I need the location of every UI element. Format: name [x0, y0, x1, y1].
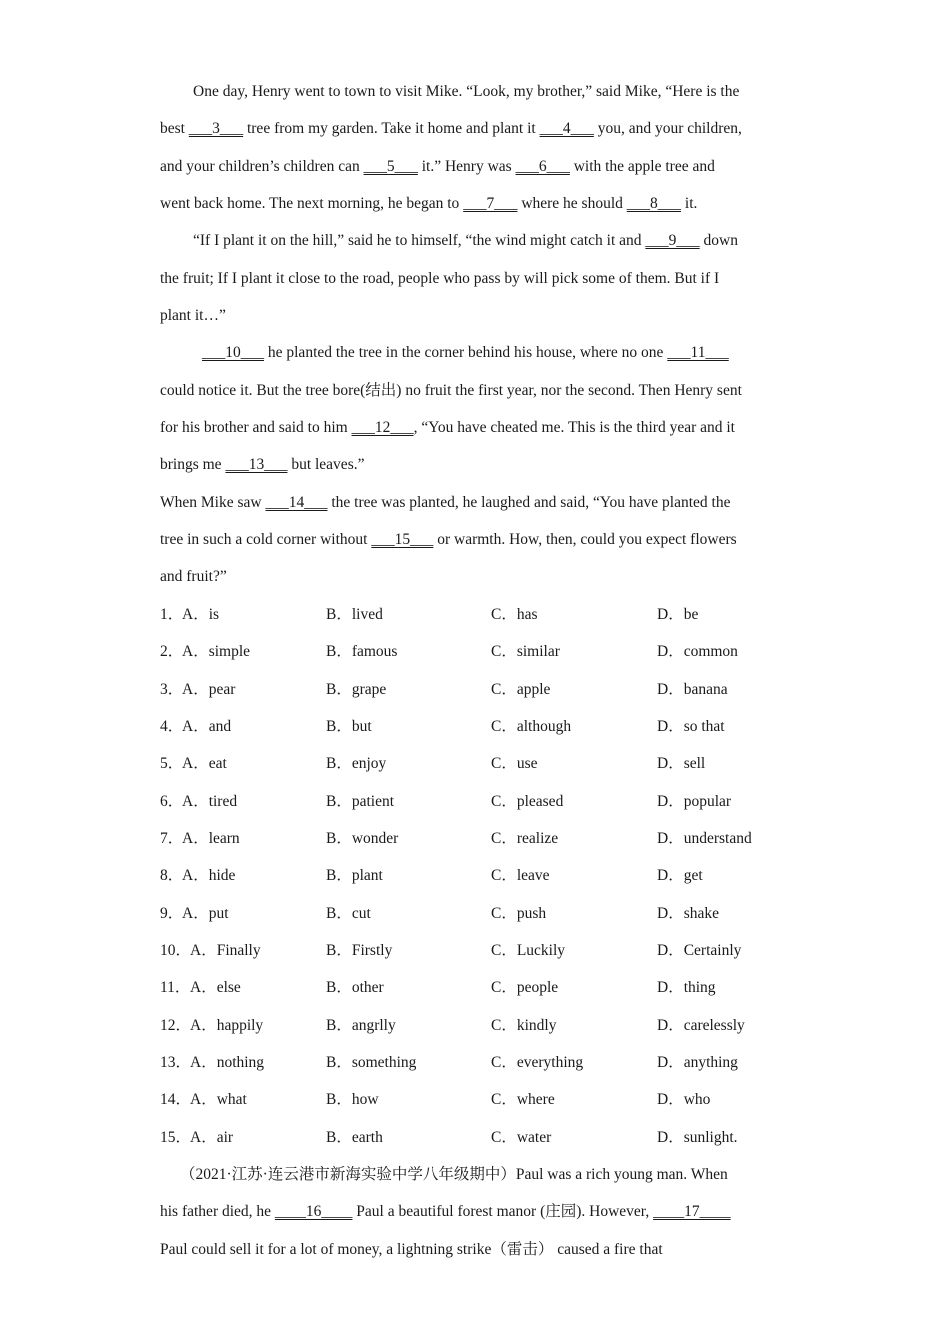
question-row — [160, 680, 800, 700]
blank-9: ___9___ — [645, 232, 700, 249]
question-row — [160, 605, 800, 625]
option-b[interactable]: B．wonder — [326, 830, 399, 847]
text: tree in such a cold corner without — [160, 531, 372, 548]
text: he planted the tree in the corner behind his house, where no one — [264, 344, 668, 361]
option-a[interactable]: A．happily — [190, 1017, 264, 1034]
text: went back home. The next morning, he began to — [160, 195, 464, 212]
question-number: 7． — [160, 830, 184, 847]
text: for his brother and said to him — [160, 419, 352, 436]
option-b[interactable]: B．something — [326, 1054, 417, 1071]
option-b[interactable]: B．angrlly — [326, 1017, 396, 1034]
text: “If I plant it on the hill,” said he to himself, “the wind might catch it and — [193, 232, 646, 249]
question-row — [160, 1053, 800, 1073]
option-a[interactable]: A．Finally — [190, 942, 261, 959]
question-row — [160, 717, 800, 737]
option-c[interactable]: C．realize — [491, 830, 559, 847]
text: plant it…” — [160, 307, 226, 324]
option-a[interactable]: A．is — [182, 606, 220, 623]
option-c[interactable]: C．leave — [491, 867, 550, 884]
text: with the apple tree and — [569, 158, 715, 175]
option-c[interactable]: C．although — [491, 718, 572, 735]
question-row — [160, 1016, 800, 1036]
option-c[interactable]: C．pleased — [491, 793, 564, 810]
question-number: 15． — [160, 1129, 192, 1146]
option-d[interactable]: D．banana — [657, 681, 728, 698]
blank-8: ___8___ — [626, 195, 682, 212]
question-row — [160, 866, 800, 886]
option-c[interactable]: C．has — [491, 606, 538, 623]
blank-16: ____16____ — [274, 1203, 353, 1220]
text: best — [160, 120, 189, 137]
question-row — [160, 904, 800, 924]
option-d[interactable]: D．anything — [657, 1054, 738, 1071]
option-d[interactable]: D．understand — [657, 830, 752, 847]
p1-line-1 — [193, 82, 739, 102]
option-b[interactable]: B．lived — [326, 606, 383, 623]
option-c[interactable]: C．water — [491, 1129, 552, 1146]
text: you, and your children, — [593, 120, 742, 137]
option-a[interactable]: A．simple — [182, 643, 251, 660]
option-d[interactable]: D．common — [657, 643, 738, 660]
option-b[interactable]: B．but — [326, 718, 372, 735]
blank-6: ___6___ — [515, 158, 570, 175]
blank-11: ___11___ — [667, 344, 729, 361]
question-number: 2． — [160, 643, 184, 660]
p4-line-2 — [160, 530, 737, 550]
p2-line-2 — [160, 269, 719, 289]
text: When Mike saw — [160, 494, 266, 511]
question-number: 9． — [160, 905, 184, 922]
question-number: 4． — [160, 718, 184, 735]
option-d[interactable]: D．get — [657, 867, 703, 884]
option-a[interactable]: A．pear — [182, 681, 236, 698]
question-number: 8． — [160, 867, 184, 884]
question-row — [160, 642, 800, 662]
p2-line-1 — [193, 231, 738, 251]
option-c[interactable]: C．apple — [491, 681, 551, 698]
p4-line-3 — [160, 567, 227, 587]
p4-line-1 — [160, 493, 731, 513]
option-a[interactable]: A．and — [182, 718, 232, 735]
text: One day, Henry went to town to visit Mike. “Look, my brother,” said Mike, “Here is the — [193, 83, 740, 100]
option-d[interactable]: D．sell — [657, 755, 706, 772]
blank-7: ___7___ — [463, 195, 518, 212]
option-a[interactable]: A．air — [190, 1129, 234, 1146]
option-c[interactable]: C．where — [491, 1091, 555, 1108]
p1-line-2 — [160, 119, 742, 139]
option-a[interactable]: A．tired — [182, 793, 238, 810]
question-row — [160, 754, 800, 774]
question-number: 14． — [160, 1091, 192, 1108]
option-b[interactable]: B．famous — [326, 643, 398, 660]
text: where he should — [517, 195, 627, 212]
question-number: 11． — [160, 979, 191, 996]
question-number: 5． — [160, 755, 184, 772]
blank-17: ____17____ — [653, 1203, 731, 1220]
p1-line-4 — [160, 194, 697, 214]
text: , “You have cheated me. This is the third year and it — [413, 419, 735, 436]
text: could notice it. But the tree bore(结出) no fruit the first year, nor the second. Then Henry sent — [160, 382, 742, 399]
option-b[interactable]: B．grape — [326, 681, 387, 698]
text: his father died, he — [160, 1203, 275, 1220]
text: the tree was planted, he laughed and said, “You have planted the — [327, 494, 731, 511]
option-c[interactable]: C．everything — [491, 1054, 584, 1071]
option-a[interactable]: A．eat — [182, 755, 227, 772]
p3-line-3 — [160, 418, 735, 438]
text: tree from my garden. Take it home and plant it — [243, 120, 540, 137]
text: and fruit?” — [160, 568, 227, 585]
question-number: 1． — [160, 606, 184, 623]
option-b[interactable]: B．enjoy — [326, 755, 387, 772]
option-d[interactable]: D．carelessly — [657, 1017, 745, 1034]
option-b[interactable]: B．other — [326, 979, 384, 996]
text: （2021·江苏·连云港市新海实验中学八年级期中）Paul was a rich young man. When — [180, 1166, 728, 1183]
p1-line-3 — [160, 157, 715, 177]
option-d[interactable]: D．shake — [657, 905, 719, 922]
text: and your children’s children can — [160, 158, 364, 175]
option-c[interactable]: C．push — [491, 905, 547, 922]
option-d[interactable]: D．thing — [657, 979, 716, 996]
question-row — [160, 792, 800, 812]
option-b[interactable]: B．patient — [326, 793, 395, 810]
option-d[interactable]: D．so that — [657, 718, 725, 735]
option-d[interactable]: D．who — [657, 1091, 711, 1108]
text: it.” Henry was — [417, 158, 516, 175]
blank-4: ___4___ — [539, 120, 594, 137]
option-d[interactable]: D．popular — [657, 793, 732, 810]
option-b[interactable]: B．earth — [326, 1129, 383, 1146]
question-row — [160, 1128, 800, 1148]
option-c[interactable]: C．kindly — [491, 1017, 557, 1034]
p3-line-1 — [202, 343, 729, 363]
option-a[interactable]: A．learn — [182, 830, 240, 847]
option-d[interactable]: D．be — [657, 606, 699, 623]
text: or warmth. How, then, could you expect flowers — [433, 531, 737, 548]
text: but leaves.” — [287, 456, 365, 473]
option-a[interactable]: A．put — [182, 905, 229, 922]
option-d[interactable]: D．sunlight. — [657, 1129, 738, 1146]
text: the fruit; If I plant it close to the road, people who pass by will pick some of them. But if I — [160, 270, 720, 287]
question-row — [160, 829, 800, 849]
question-number: 13． — [160, 1054, 192, 1071]
option-a[interactable]: A．what — [190, 1091, 247, 1108]
blank-13: ___13___ — [225, 456, 288, 473]
question-row — [160, 1090, 800, 1110]
text: Paul could sell it for a lot of money, a lightning strike（雷击） caused a fire that — [160, 1241, 663, 1258]
question-number: 10． — [160, 942, 192, 959]
option-c[interactable]: C．use — [491, 755, 538, 772]
question-number: 3． — [160, 681, 184, 698]
option-b[interactable]: B．how — [326, 1091, 379, 1108]
option-d[interactable]: D．Certainly — [657, 942, 742, 959]
option-c[interactable]: C．similar — [491, 643, 560, 660]
blank-14: ___14___ — [265, 494, 328, 511]
option-b[interactable]: B．plant — [326, 867, 383, 884]
blank-12: ___12___ — [351, 419, 414, 436]
question-number: 12． — [160, 1017, 192, 1034]
text: Paul a beautiful forest manor (庄园). However, — [352, 1203, 654, 1220]
option-a[interactable]: A．hide — [182, 867, 236, 884]
text: it. — [681, 195, 698, 212]
option-a[interactable]: A．else — [190, 979, 241, 996]
option-c[interactable]: C．Luckily — [491, 942, 566, 959]
text: brings me — [160, 456, 226, 473]
p5-line-3 — [160, 1240, 663, 1260]
blank-10: ___10___ — [202, 344, 264, 361]
question-row — [160, 978, 800, 998]
option-b[interactable]: B．cut — [326, 905, 371, 922]
option-a[interactable]: A．nothing — [190, 1054, 265, 1071]
blank-5: ___5___ — [363, 158, 418, 175]
p3-line-4 — [160, 455, 364, 475]
p5-line-2 — [160, 1202, 731, 1222]
blank-3: ___3___ — [188, 120, 244, 137]
option-c[interactable]: C．people — [491, 979, 559, 996]
question-row — [160, 941, 800, 961]
p2-line-3 — [160, 306, 226, 326]
question-number: 6． — [160, 793, 184, 810]
blank-15: ___15___ — [371, 531, 434, 548]
text: down — [699, 232, 738, 249]
p5-line-1 — [180, 1165, 728, 1185]
p3-line-2 — [160, 381, 742, 401]
option-b[interactable]: B．Firstly — [326, 942, 393, 959]
